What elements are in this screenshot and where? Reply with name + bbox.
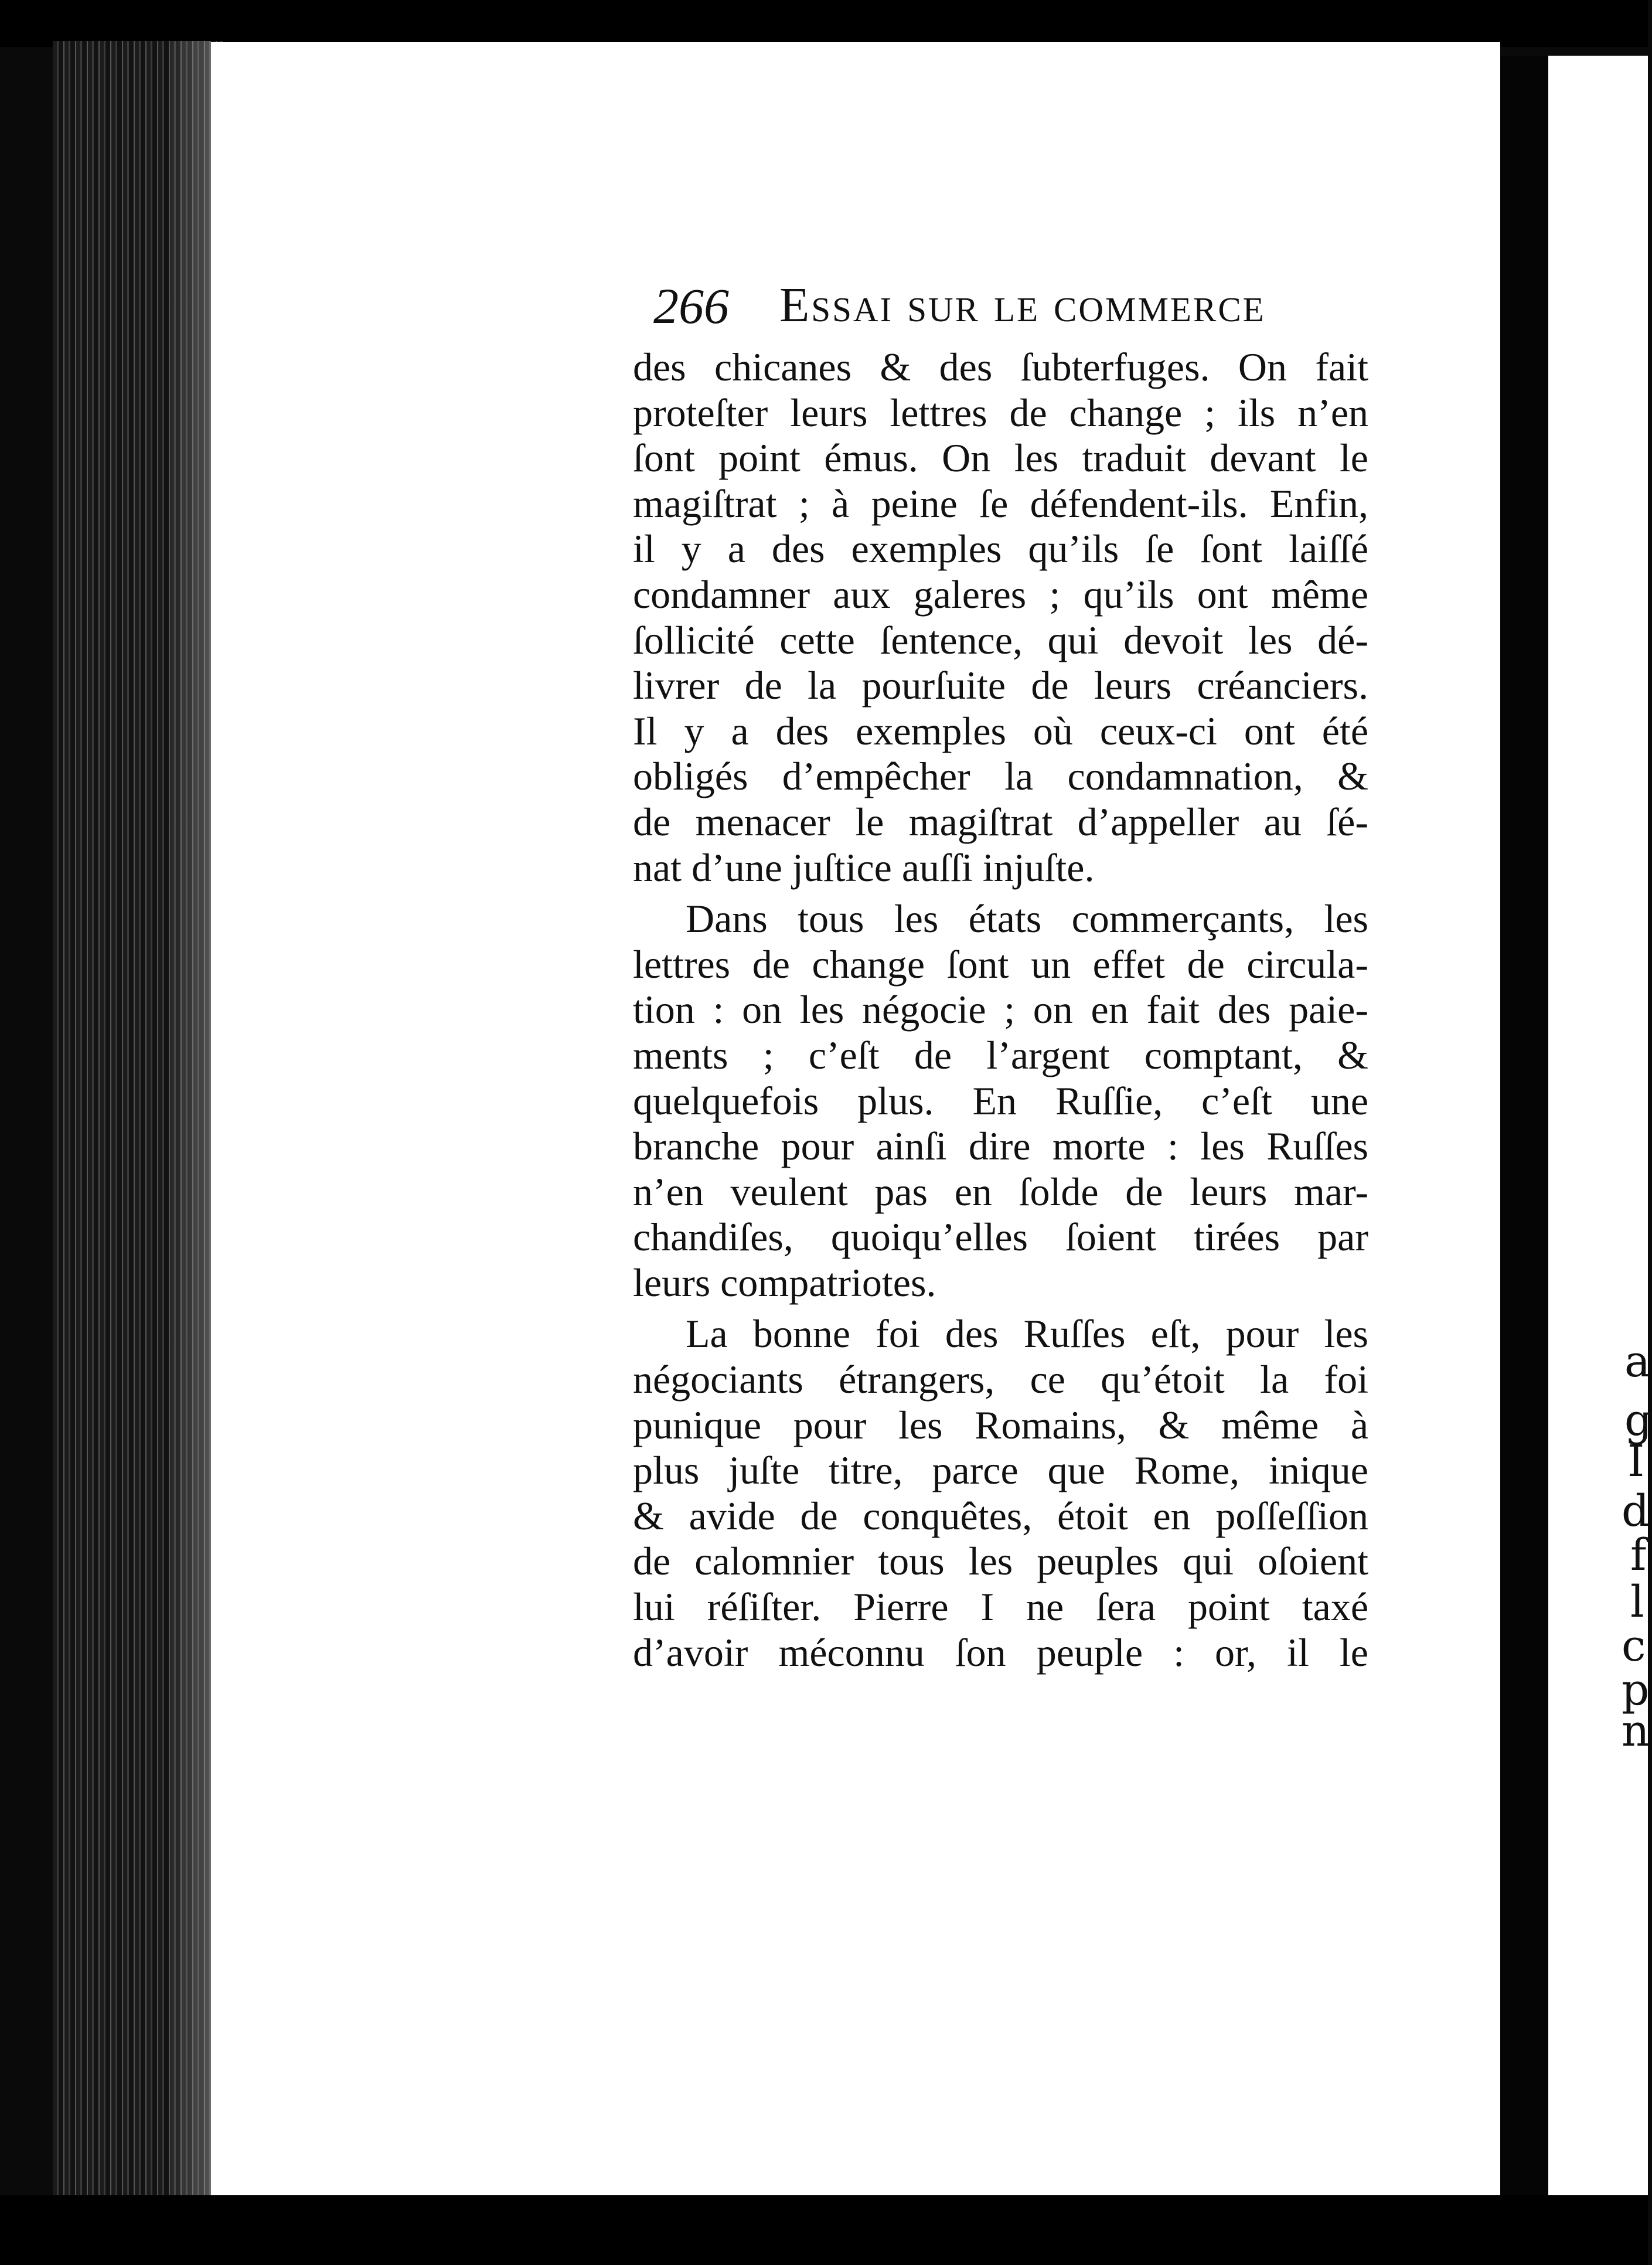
- text-line: quelquefois plus. En Ruſſie, c’eſt une: [633, 1078, 1368, 1123]
- text-line: de calomnier tous les peuples qui oſoient: [633, 1539, 1368, 1584]
- text-line: des chicanes & des ſubterfuges. On fait: [633, 345, 1368, 389]
- text-line: proteſter leurs lettres de change ; ils n’en: [633, 390, 1368, 435]
- page-number: 266: [653, 278, 729, 334]
- facing-page-glyph: l: [1630, 1577, 1644, 1627]
- text-line: chandiſes, quoiqu’elles ſoient tirées par: [633, 1215, 1368, 1260]
- text-line: La bonne foi des Ruſſes eſt, pour les: [686, 1311, 1368, 1356]
- text-line: leurs compatriotes.: [633, 1260, 936, 1305]
- text-line: nat d’une juſtice auſſi injuſte.: [633, 845, 1095, 890]
- facing-page-glyph: f: [1630, 1530, 1647, 1580]
- text-line: tion : on les négocie ; on en fait des paie-: [633, 987, 1368, 1032]
- text-line: lui réſiſter. Pierre I ne ſera point taxé: [633, 1584, 1368, 1630]
- text-line: Dans tous les états commerçants, les: [686, 896, 1368, 941]
- facing-page-glyph: p: [1622, 1665, 1650, 1715]
- text-line: il y a des exemples qu’ils ſe ſont laiſſé: [633, 526, 1368, 572]
- facing-page-glyph: c: [1622, 1621, 1646, 1671]
- facing-page-glyph: d: [1622, 1486, 1650, 1536]
- text-line: condamner aux galeres ; qu’ils ont même: [633, 572, 1368, 617]
- text-line: punique pour les Romains, & même à: [633, 1402, 1368, 1447]
- text-line: branche pour ainſi dire morte : les Ruſſes: [633, 1124, 1368, 1169]
- scan-bottom-border: [0, 2195, 1648, 2265]
- paragraph: [633, 896, 1368, 1305]
- text-line: ſont point émus. On les traduit devant le: [633, 436, 1368, 481]
- page-header: [653, 277, 1266, 335]
- text-line: de menacer le magiſtrat d’appeller au ſé-: [633, 799, 1368, 844]
- text-line: plus juſte titre, parce que Rome, inique: [633, 1448, 1368, 1493]
- text-line: lettres de change ſont un effet de circula-: [633, 941, 1368, 987]
- facing-page-glyph: n: [1622, 1706, 1650, 1756]
- text-line: Il y a des exemples où ceux-ci ont été: [633, 708, 1368, 753]
- page-fore-edge: [1500, 56, 1548, 2195]
- facing-page-glyph: g: [1624, 1395, 1652, 1446]
- text-line: ſollicité cette ſentence, qui devoit les dé-: [633, 617, 1368, 662]
- text-line: ments ; c’eſt de l’argent comptant, &: [633, 1032, 1368, 1077]
- facing-page-sliver: [1548, 56, 1652, 2195]
- scan-top-border: [0, 0, 1648, 47]
- text-line: obligés d’empêcher la condamnation, &: [633, 754, 1368, 799]
- text-line: d’avoir méconnu ſon peuple : or, il le: [633, 1630, 1368, 1675]
- facing-page-glyph: a: [1624, 1336, 1651, 1387]
- text-line: magiſtrat ; à peine ſe défendent-ils. Enfin,: [633, 481, 1368, 526]
- facing-page-glyph: I: [1627, 1436, 1645, 1487]
- paragraph: [633, 345, 1368, 890]
- text-line: livrer de la pourſuite de leurs créanciers.: [633, 663, 1368, 708]
- body-text: [633, 345, 1368, 1675]
- paragraph: [633, 1311, 1368, 1675]
- text-line: négociants étrangers, ce qu’étoit la foi: [633, 1357, 1368, 1402]
- gutter-shadow: [170, 41, 211, 2204]
- text-line: n’en veulent pas en ſolde de leurs mar-: [633, 1169, 1368, 1214]
- running-title: Essai sur le commerce: [779, 278, 1266, 332]
- text-line: & avide de conquêtes, étoit en poſſeſſion: [633, 1493, 1368, 1538]
